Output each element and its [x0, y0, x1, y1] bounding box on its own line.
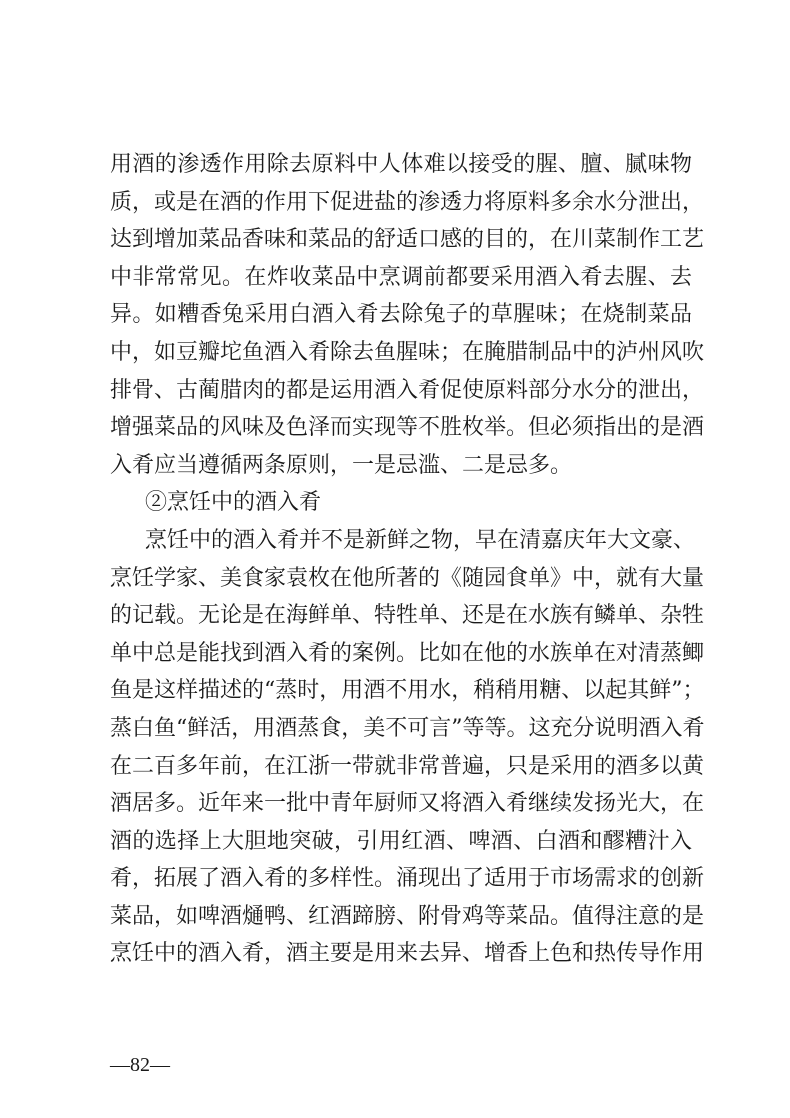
text-line: 异。如糟香兔采用白酒入肴去除兔子的草腥味；在烧制菜品 — [110, 302, 692, 328]
text-line: 烹饪学家、美食家袁枚在他所著的《随园食单》中，就有大量 — [110, 565, 705, 591]
text-line: 中，如豆瓣坨鱼酒入肴除去鱼腥味；在腌腊制品中的泸州风吹 — [110, 339, 705, 365]
text-line: 增强菜品的风味及色泽而实现等不胜枚举。但必须指出的是酒 — [110, 415, 705, 441]
text-line: 质，或是在酒的作用下促进盐的渗透力将原料多余水分泄出， — [110, 189, 705, 215]
text-line: 烹饪中的酒入肴，酒主要是用来去异、增香上色和热传导作用 — [110, 941, 705, 967]
text-line: 蒸白鱼“鲜活，用酒蒸食，美不可言”等等。这充分说明酒入肴 — [110, 715, 705, 741]
text-line: 的记载。无论是在海鲜单、特牲单、还是在水族有鳞单、杂牲 — [110, 603, 705, 629]
text-line: 用酒的渗透作用除去原料中人体难以接受的腥、膻、腻味物 — [110, 152, 692, 177]
text-line: 在二百多年前，在江浙一带就非常普遍，只是采用的酒多以黄 — [110, 753, 705, 779]
text-line: 肴，拓展了酒入肴的多样性。涌现出了适用于市场需求的创新 — [110, 866, 705, 892]
section-heading: ②烹饪中的酒入肴 — [145, 490, 322, 516]
text-line: 达到增加菜品香味和菜品的舒适口感的目的，在川菜制作工艺 — [110, 227, 705, 253]
text-line: 烹饪中的酒入肴并不是新鲜之物，早在清嘉庆年大文豪、 — [145, 527, 696, 553]
text-line: 单中总是能找到酒入肴的案例。比如在他的水族单在对清蒸鲫 — [110, 640, 705, 666]
text-line: 排骨、古蔺腊肉的都是运用酒入肴促使原料部分水分的泄出， — [110, 377, 705, 403]
text-line: 中非常常见。在炸收菜品中烹调前都要采用酒入肴去腥、去 — [110, 264, 692, 290]
text-line: 入肴应当遵循两条原则，一是忌滥、二是忌多。 — [110, 452, 573, 478]
text-line: 鱼是这样描述的“蒸时，用酒不用水，稍稍用糖、以起其鲜”； — [110, 678, 705, 704]
text-line: 酒居多。近年来一批中青年厨师又将酒入肴继续发扬光大，在 — [110, 791, 705, 817]
body-text — [110, 146, 705, 973]
page-number: —82— — [110, 1054, 170, 1076]
text-line: 菜品，如啤酒熥鸭、红酒蹄膀、附骨鸡等菜品。值得注意的是 — [110, 903, 705, 929]
text-line: 酒的选择上大胆地突破，引用红酒、啤酒、白酒和醪糟汁入 — [110, 828, 692, 854]
